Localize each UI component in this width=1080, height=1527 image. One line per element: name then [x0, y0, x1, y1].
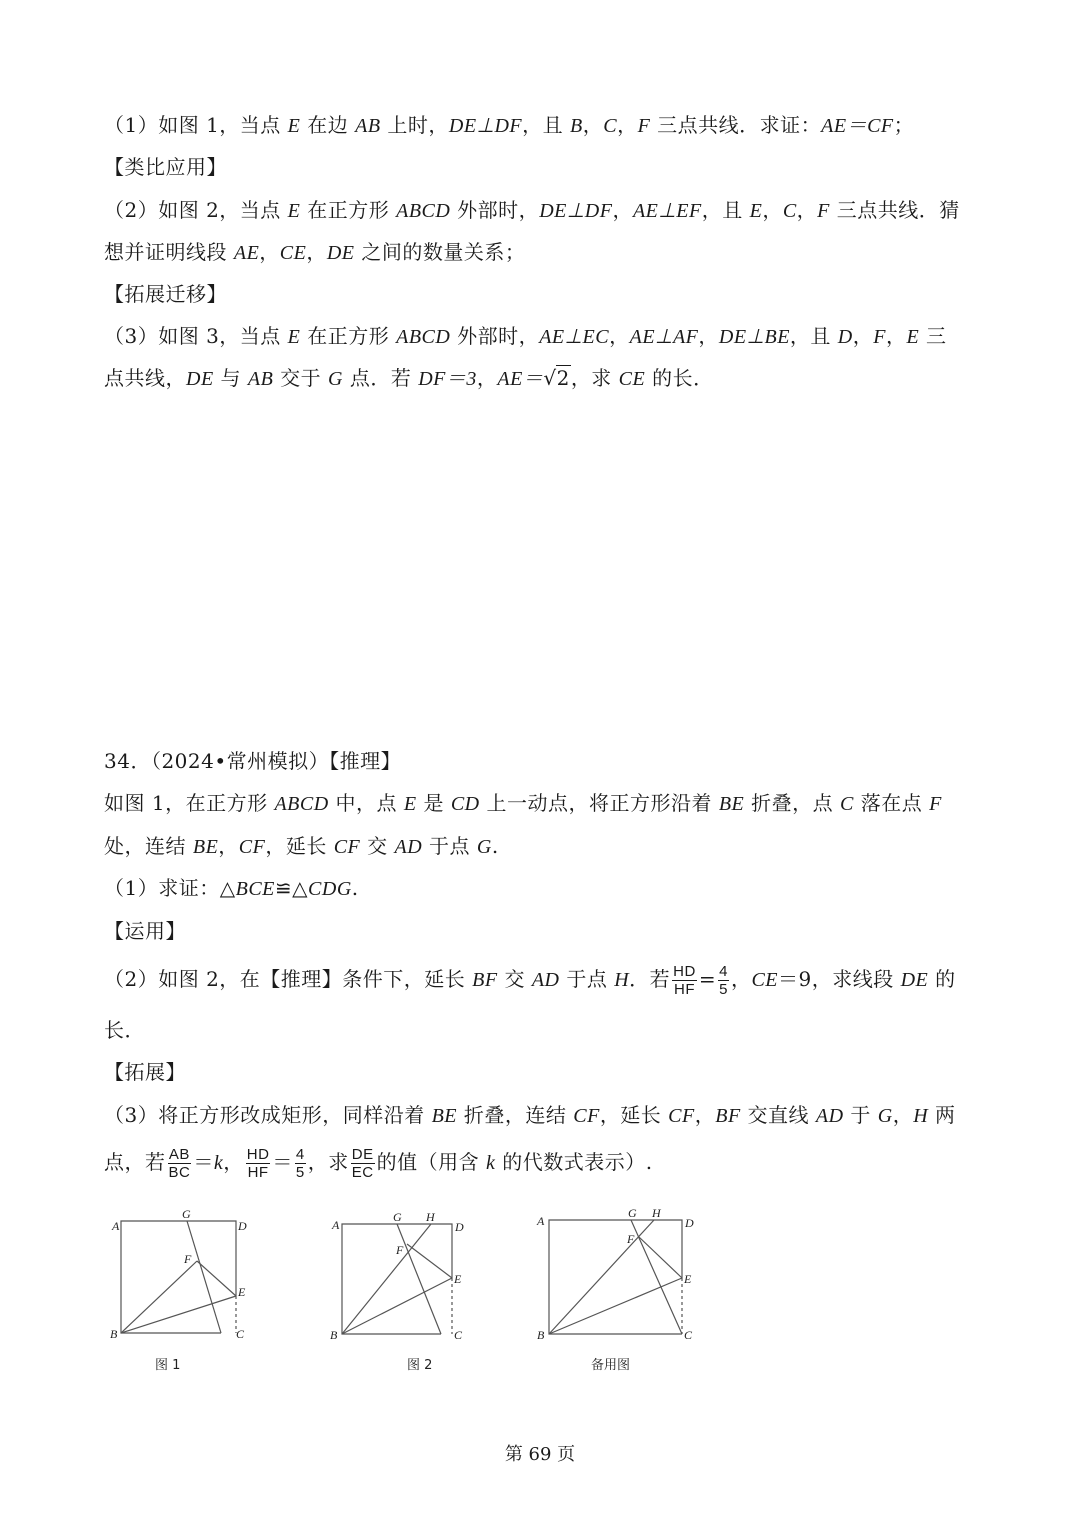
q34-part3-line2: 点，若 $\frac{AB}{BC}$ ＝k， $\frac{HD}{HF}$ ＝ $\frac{4}{5}$ ，求 $\frac{DE}{EC}$ 的值（用含 k 的代数式表示）. [104, 1146, 653, 1181]
label-F: F [396, 1243, 404, 1257]
section-heading-apply: 【运用】 [104, 919, 186, 943]
q34-part2-line2: 长． [104, 1018, 145, 1042]
label-G: G [628, 1206, 637, 1220]
label-B: B [330, 1328, 338, 1342]
figure-backup [530, 1205, 705, 1349]
section-heading-expand: 【拓展】 [104, 1060, 186, 1084]
q34-intro-line2: 处，连结 BE，CF，延长 CF 交 AD 于点 G. [104, 834, 499, 858]
label-F: F [627, 1232, 635, 1246]
q34-title: 34．（2024•常州模拟）【推理】 [104, 749, 402, 773]
label-C: C [684, 1328, 693, 1342]
q34-part2-line1: （2）如图 2，在【推理】条件下，延长 BF 交 AD 于点 H．若 $\frac{HD}{HF}$ = $\frac{4}{5}$ ，CE＝9，求线段 DE 的 [104, 963, 956, 998]
label-C: C [236, 1327, 245, 1341]
label-H: H [426, 1210, 435, 1224]
label-G: G [182, 1207, 191, 1221]
q34-part1: （1）求证：△BCE≌△CDG. [104, 876, 359, 900]
fraction-ab-bc: $\frac{AB}{BC}$ [168, 1146, 191, 1181]
figure-2-diagram [325, 1205, 485, 1345]
q33-part3-line2: 点共线，DE 与 AB 交于 G 点．若 DF＝3，AE＝√2，求 CE 的长． [104, 366, 714, 390]
figure-1-diagram [104, 1205, 264, 1345]
sqrt-expression: √2 [543, 366, 570, 390]
fraction-4-5: $\frac{4}{5}$ [719, 963, 728, 998]
figure-1 [104, 1205, 264, 1349]
fraction-4-5-2: $\frac{4}{5}$ [295, 1146, 305, 1181]
fraction-hd-hf: $\frac{HD}{HF}$ [673, 963, 696, 998]
label-D: D [685, 1216, 694, 1230]
page-number: 第 69 页 [504, 1444, 576, 1465]
q33-part2-line2: 想并证明线段 AE，CE，DE 之间的数量关系； [104, 240, 526, 264]
label-A: A [537, 1214, 545, 1228]
q33-part1-line: （1）如图 1，当点 E 在边 AB 上时，DE⊥DF，且 B，C，F 三点共线．求证：AE＝CF； [104, 113, 915, 137]
label-E: E [454, 1272, 462, 1286]
fraction-de-ec: $\frac{DE}{EC}$ [351, 1146, 374, 1181]
section-heading-extension: 【拓展迁移】 [104, 282, 227, 306]
label-H: H [652, 1206, 661, 1220]
label-G: G [393, 1210, 402, 1224]
label-C: C [454, 1328, 463, 1342]
label-B: B [110, 1327, 118, 1341]
label-A: A [332, 1218, 340, 1232]
fraction-hd-hf-2: $\frac{HD}{HF}$ [246, 1146, 270, 1181]
label-E: E [238, 1285, 246, 1299]
q33-part3-line1: （3）如图 3，当点 E 在正方形 ABCD 外部时，AE⊥EC，AE⊥AF，DE⊥BE，且 D，F，E 三 [104, 324, 947, 348]
label-E: E [684, 1272, 692, 1286]
figure-1-caption: 图 1 [155, 1358, 181, 1373]
label-D: D [455, 1220, 464, 1234]
q34-intro-line1: 如图 1，在正方形 ABCD 中，点 E 是 CD 上一动点，将正方形沿着 BE 折叠，点 C 落在点 F [104, 791, 942, 815]
figure-backup-caption: 备用图 [591, 1358, 631, 1373]
section-heading-analogy: 【类比应用】 [104, 155, 227, 179]
label-D: D [238, 1219, 247, 1233]
label-F: F [184, 1252, 192, 1266]
q33-part2-line1: （2）如图 2，当点 E 在正方形 ABCD 外部时，DE⊥DF，AE⊥EF，且 E，C，F 三点共线．猜 [104, 198, 960, 222]
figure-2 [325, 1205, 485, 1349]
label-B: B [537, 1328, 545, 1342]
figure-2-caption: 图 2 [407, 1358, 433, 1373]
label-A: A [112, 1219, 120, 1233]
figure-backup-diagram [530, 1205, 705, 1345]
q34-part3-line1: （3）将正方形改成矩形，同样沿着 BE 折叠，连结 CF，延长 CF，BF 交直线 AD 于 G，H 两 [104, 1103, 956, 1127]
